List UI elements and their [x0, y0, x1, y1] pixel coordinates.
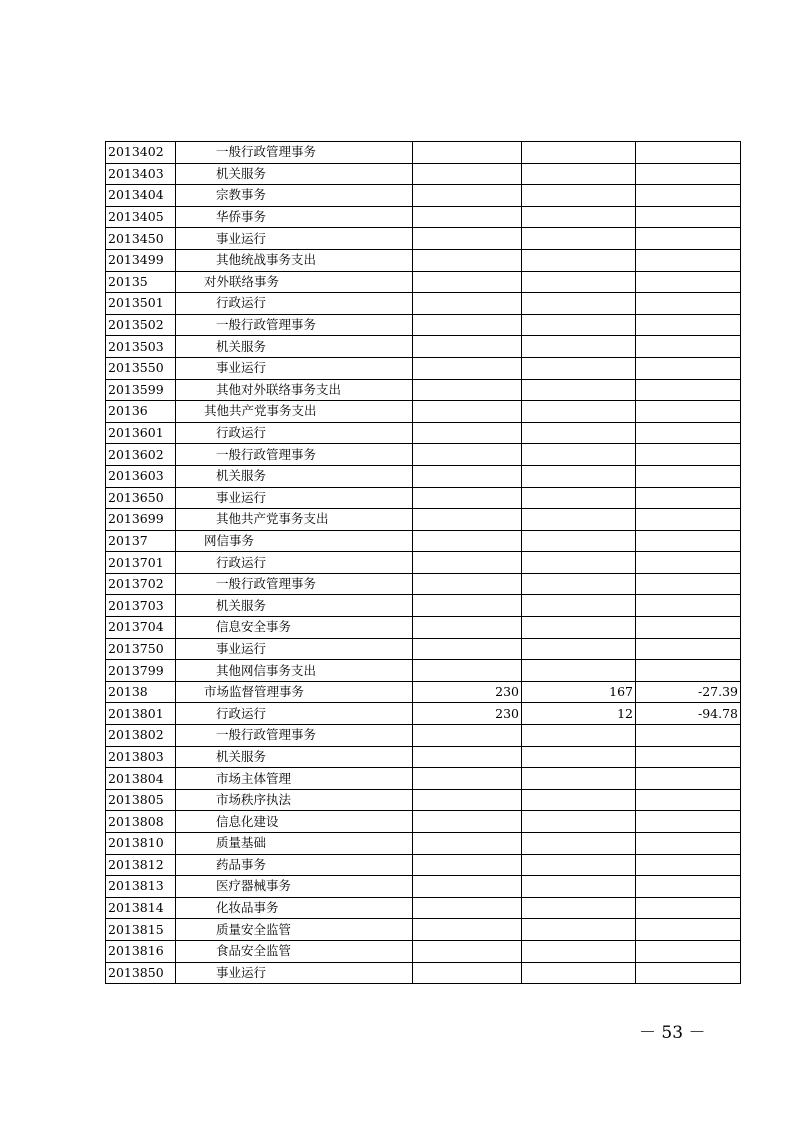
value-cell-1: [413, 854, 522, 876]
value-cell-1: [413, 789, 522, 811]
value-cell-1: [413, 833, 522, 855]
code-cell: 2013815: [106, 919, 176, 941]
code-cell: 2013750: [106, 638, 176, 660]
item-name-cell: 一般行政管理事务: [176, 725, 413, 747]
page-number: － 53 －: [639, 1023, 706, 1043]
code-cell: 2013601: [106, 422, 176, 444]
value-cell-3: [636, 595, 741, 617]
value-cell-1: [413, 617, 522, 639]
value-cell-3: [636, 185, 741, 207]
value-cell-3: [636, 897, 741, 919]
item-name-cell: 宗教事务: [176, 185, 413, 207]
code-cell: 2013550: [106, 357, 176, 379]
value-cell-3: [636, 617, 741, 639]
item-name-cell: 机关服务: [176, 595, 413, 617]
code-cell: 2013813: [106, 876, 176, 898]
code-cell: 2013814: [106, 897, 176, 919]
table-row: [106, 379, 741, 401]
table-row: [106, 660, 741, 682]
value-cell-1: [413, 897, 522, 919]
value-cell-2: [522, 444, 636, 466]
value-cell-3: [636, 509, 741, 531]
value-cell-2: [522, 919, 636, 941]
table-row: [106, 789, 741, 811]
value-cell-2: [522, 940, 636, 962]
code-cell: 2013602: [106, 444, 176, 466]
code-cell: 2013703: [106, 595, 176, 617]
value-cell-2: [522, 336, 636, 358]
value-cell-2: [522, 962, 636, 984]
code-cell: 2013402: [106, 142, 176, 164]
value-cell-1: [413, 595, 522, 617]
code-cell: 2013802: [106, 725, 176, 747]
item-name-cell: 市场秩序执法: [176, 789, 413, 811]
table-row: [106, 595, 741, 617]
table-row: [106, 185, 741, 207]
code-cell: 2013403: [106, 163, 176, 185]
value-cell-3: [636, 854, 741, 876]
value-cell-2: [522, 465, 636, 487]
value-cell-1: [413, 465, 522, 487]
table-row: [106, 703, 741, 725]
value-cell-3: [636, 206, 741, 228]
value-cell-1: [413, 573, 522, 595]
table-row: [106, 962, 741, 984]
value-cell-2: [522, 660, 636, 682]
code-cell: 2013803: [106, 746, 176, 768]
value-cell-2: [522, 163, 636, 185]
value-cell-3: [636, 293, 741, 315]
item-name-cell: 机关服务: [176, 465, 413, 487]
item-name-cell: 其他对外联络事务支出: [176, 379, 413, 401]
value-cell-2: [522, 422, 636, 444]
code-cell: 2013502: [106, 314, 176, 336]
value-cell-2: [522, 185, 636, 207]
code-cell: 2013799: [106, 660, 176, 682]
code-cell: 20137: [106, 530, 176, 552]
value-cell-1: 230: [413, 703, 522, 725]
table-row: [106, 401, 741, 423]
value-cell-1: [413, 142, 522, 164]
value-cell-3: [636, 401, 741, 423]
code-cell: 2013404: [106, 185, 176, 207]
value-cell-2: [522, 142, 636, 164]
value-cell-2: 12: [522, 703, 636, 725]
value-cell-1: [413, 919, 522, 941]
item-name-cell: 行政运行: [176, 293, 413, 315]
value-cell-1: [413, 422, 522, 444]
table-row: [106, 444, 741, 466]
value-cell-3: [636, 465, 741, 487]
item-name-cell: 一般行政管理事务: [176, 314, 413, 336]
value-cell-1: [413, 940, 522, 962]
item-name-cell: 网信事务: [176, 530, 413, 552]
item-name-cell: 一般行政管理事务: [176, 444, 413, 466]
value-cell-2: [522, 897, 636, 919]
item-name-cell: 事业运行: [176, 487, 413, 509]
value-cell-1: [413, 530, 522, 552]
value-cell-2: [522, 854, 636, 876]
value-cell-2: [522, 401, 636, 423]
value-cell-2: [522, 509, 636, 531]
table-row: [106, 271, 741, 293]
table-row: [106, 876, 741, 898]
value-cell-2: [522, 552, 636, 574]
value-cell-3: [636, 768, 741, 790]
code-cell: 20135: [106, 271, 176, 293]
value-cell-2: [522, 833, 636, 855]
item-name-cell: 信息安全事务: [176, 617, 413, 639]
code-cell: 2013405: [106, 206, 176, 228]
value-cell-1: [413, 509, 522, 531]
value-cell-3: [636, 725, 741, 747]
value-cell-2: 167: [522, 681, 636, 703]
value-cell-1: 230: [413, 681, 522, 703]
item-name-cell: 行政运行: [176, 703, 413, 725]
value-cell-1: [413, 725, 522, 747]
value-cell-1: [413, 336, 522, 358]
value-cell-3: [636, 271, 741, 293]
item-name-cell: 食品安全监管: [176, 940, 413, 962]
item-name-cell: 化妆品事务: [176, 897, 413, 919]
value-cell-3: [636, 249, 741, 271]
value-cell-3: [636, 163, 741, 185]
value-cell-2: [522, 314, 636, 336]
code-cell: 2013801: [106, 703, 176, 725]
table-row: [106, 746, 741, 768]
value-cell-3: [636, 789, 741, 811]
value-cell-1: [413, 357, 522, 379]
item-name-cell: 机关服务: [176, 163, 413, 185]
code-cell: 2013699: [106, 509, 176, 531]
item-name-cell: 一般行政管理事务: [176, 573, 413, 595]
value-cell-3: [636, 444, 741, 466]
value-cell-2: [522, 357, 636, 379]
value-cell-1: [413, 746, 522, 768]
value-cell-2: [522, 638, 636, 660]
table-row: [106, 617, 741, 639]
value-cell-1: [413, 401, 522, 423]
item-name-cell: 机关服务: [176, 746, 413, 768]
item-name-cell: 华侨事务: [176, 206, 413, 228]
table-row: [106, 681, 741, 703]
value-cell-3: [636, 357, 741, 379]
item-name-cell: 其他统战事务支出: [176, 249, 413, 271]
value-cell-1: [413, 487, 522, 509]
table-row: [106, 919, 741, 941]
code-cell: 2013702: [106, 573, 176, 595]
item-name-cell: 其他网信事务支出: [176, 660, 413, 682]
code-cell: 2013850: [106, 962, 176, 984]
table-row: [106, 768, 741, 790]
code-cell: 2013650: [106, 487, 176, 509]
table-row: [106, 487, 741, 509]
item-name-cell: 市场监督管理事务: [176, 681, 413, 703]
code-cell: 2013810: [106, 833, 176, 855]
value-cell-1: [413, 228, 522, 250]
table-row: [106, 573, 741, 595]
table-row: [106, 336, 741, 358]
value-cell-1: [413, 552, 522, 574]
value-cell-1: [413, 185, 522, 207]
value-cell-3: [636, 811, 741, 833]
table-row: [106, 940, 741, 962]
code-cell: 2013501: [106, 293, 176, 315]
value-cell-3: [636, 379, 741, 401]
item-name-cell: 其他共产党事务支出: [176, 401, 413, 423]
code-cell: 2013805: [106, 789, 176, 811]
value-cell-3: [636, 746, 741, 768]
value-cell-3: [636, 919, 741, 941]
value-cell-3: -94.78: [636, 703, 741, 725]
value-cell-3: [636, 314, 741, 336]
code-cell: 2013808: [106, 811, 176, 833]
item-name-cell: 医疗器械事务: [176, 876, 413, 898]
code-cell: 2013450: [106, 228, 176, 250]
value-cell-1: [413, 379, 522, 401]
value-cell-1: [413, 811, 522, 833]
value-cell-1: [413, 660, 522, 682]
table-row: [106, 228, 741, 250]
value-cell-1: [413, 293, 522, 315]
table-row: [106, 206, 741, 228]
item-name-cell: 事业运行: [176, 228, 413, 250]
value-cell-2: [522, 487, 636, 509]
table-row: [106, 249, 741, 271]
table-row: [106, 854, 741, 876]
item-name-cell: 质量基础: [176, 833, 413, 855]
code-cell: 2013816: [106, 940, 176, 962]
item-name-cell: 药品事务: [176, 854, 413, 876]
item-name-cell: 行政运行: [176, 552, 413, 574]
item-name-cell: 市场主体管理: [176, 768, 413, 790]
item-name-cell: 对外联络事务: [176, 271, 413, 293]
budget-table: [105, 141, 741, 984]
table-row: [106, 357, 741, 379]
item-name-cell: 行政运行: [176, 422, 413, 444]
value-cell-3: [636, 422, 741, 444]
value-cell-3: [636, 962, 741, 984]
value-cell-1: [413, 314, 522, 336]
value-cell-3: [636, 530, 741, 552]
value-cell-2: [522, 573, 636, 595]
value-cell-1: [413, 444, 522, 466]
value-cell-2: [522, 746, 636, 768]
table-row: [106, 314, 741, 336]
value-cell-3: [636, 336, 741, 358]
item-name-cell: 一般行政管理事务: [176, 142, 413, 164]
value-cell-3: [636, 228, 741, 250]
value-cell-3: [636, 876, 741, 898]
value-cell-1: [413, 271, 522, 293]
value-cell-2: [522, 206, 636, 228]
value-cell-3: [636, 552, 741, 574]
code-cell: 20138: [106, 681, 176, 703]
value-cell-3: [636, 660, 741, 682]
code-cell: 2013603: [106, 465, 176, 487]
item-name-cell: 机关服务: [176, 336, 413, 358]
value-cell-3: -27.39: [636, 681, 741, 703]
code-cell: 2013599: [106, 379, 176, 401]
table-row: [106, 833, 741, 855]
value-cell-3: [636, 573, 741, 595]
item-name-cell: 信息化建设: [176, 811, 413, 833]
value-cell-2: [522, 271, 636, 293]
value-cell-2: [522, 768, 636, 790]
value-cell-2: [522, 379, 636, 401]
table-body: [106, 142, 741, 984]
value-cell-2: [522, 725, 636, 747]
value-cell-2: [522, 595, 636, 617]
value-cell-2: [522, 293, 636, 315]
item-name-cell: 事业运行: [176, 357, 413, 379]
value-cell-1: [413, 962, 522, 984]
value-cell-1: [413, 163, 522, 185]
code-cell: 2013812: [106, 854, 176, 876]
value-cell-2: [522, 811, 636, 833]
item-name-cell: 其他共产党事务支出: [176, 509, 413, 531]
table-row: [106, 163, 741, 185]
item-name-cell: 质量安全监管: [176, 919, 413, 941]
table-row: [106, 142, 741, 164]
code-cell: 2013704: [106, 617, 176, 639]
code-cell: 2013503: [106, 336, 176, 358]
code-cell: 2013804: [106, 768, 176, 790]
value-cell-3: [636, 940, 741, 962]
table-row: [106, 422, 741, 444]
code-cell: 2013701: [106, 552, 176, 574]
table-row: [106, 552, 741, 574]
value-cell-2: [522, 789, 636, 811]
code-cell: 20136: [106, 401, 176, 423]
value-cell-1: [413, 768, 522, 790]
table-row: [106, 811, 741, 833]
value-cell-3: [636, 487, 741, 509]
table-row: [106, 293, 741, 315]
value-cell-2: [522, 617, 636, 639]
table-row: [106, 509, 741, 531]
code-cell: 2013499: [106, 249, 176, 271]
value-cell-2: [522, 228, 636, 250]
table-row: [106, 465, 741, 487]
item-name-cell: 事业运行: [176, 638, 413, 660]
value-cell-1: [413, 638, 522, 660]
value-cell-2: [522, 530, 636, 552]
value-cell-3: [636, 833, 741, 855]
table-row: [106, 638, 741, 660]
value-cell-2: [522, 249, 636, 271]
value-cell-1: [413, 876, 522, 898]
value-cell-2: [522, 876, 636, 898]
value-cell-1: [413, 206, 522, 228]
item-name-cell: 事业运行: [176, 962, 413, 984]
value-cell-3: [636, 638, 741, 660]
value-cell-3: [636, 142, 741, 164]
table-row: [106, 897, 741, 919]
table-row: [106, 530, 741, 552]
table-row: [106, 725, 741, 747]
value-cell-1: [413, 249, 522, 271]
